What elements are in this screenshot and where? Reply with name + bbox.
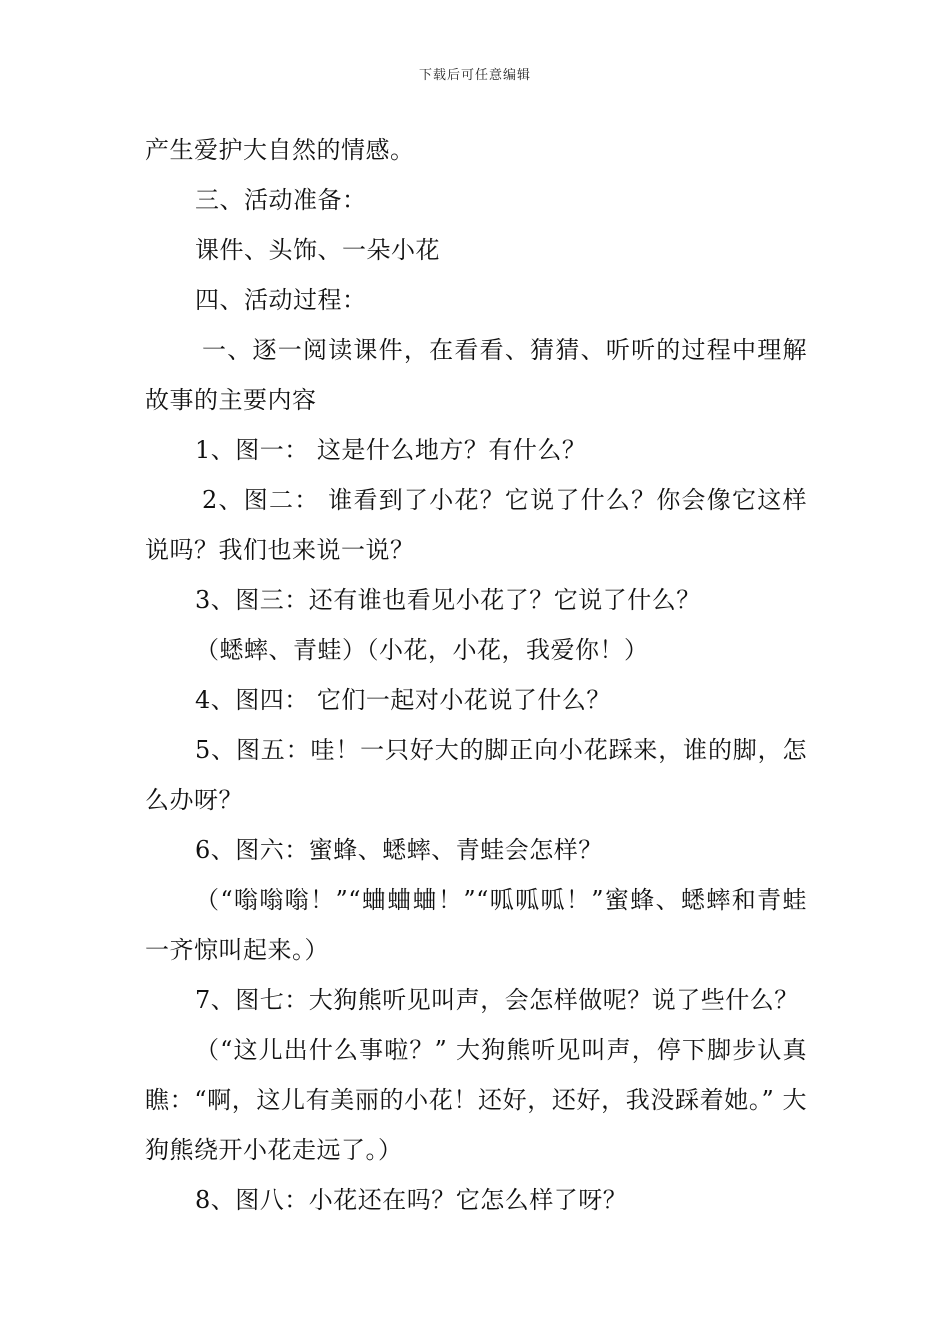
paragraph-figure-3-answer: （蟋蟀、青蛙）（小花，小花，我爱你！）	[195, 636, 649, 664]
paragraph-materials: 课件、头饰、一朵小花	[195, 236, 440, 264]
paragraph-figure-4: 4、图四： 它们一起对小花说了什么？	[195, 686, 611, 714]
paragraph-figure-7: 7、图七：大狗熊听见叫声，会怎样做呢？说了些什么？	[195, 986, 799, 1014]
paragraph-figure-1: 1、图一： 这是什么地方？有什么？	[195, 436, 587, 464]
heading-activity-preparation: 三、活动准备：	[195, 186, 367, 214]
paragraph-step-one: 一、逐一阅读课件，在看看、猜猜、听听的过程中理解故事的主要内容	[145, 336, 807, 414]
paragraph-figure-5: 5、图五：哇！一只好大的脚正向小花踩来，谁的脚，怎么办呀？	[145, 736, 807, 814]
paragraph-figure-6: 6、图六：蜜蜂、蟋蟀、青蛙会怎样？	[195, 836, 603, 864]
paragraph-figure-7-answer: （“这儿出什么事啦？” 大狗熊听见叫声，停下脚步认真瞧：“啊，这儿有美丽的小花！还好，还好，我没踩着她。” 大狗熊绕开小花走远了。）	[145, 1036, 807, 1164]
paragraph-figure-8: 8、图八：小花还在吗？它怎么样了呀？	[195, 1186, 628, 1214]
paragraph-figure-2: 2、图二： 谁看到了小花？它说了什么？你会像它这样说吗？我们也来说一说？	[145, 486, 807, 564]
page-header: 下载后可任意编辑	[418, 68, 531, 83]
heading-activity-process: 四、活动过程：	[195, 286, 367, 314]
paragraph-figure-6-answer: （“嗡嗡嗡！”“蛐蛐蛐！”“呱呱呱！”蜜蜂、蟋蟀和青蛙一齐惊叫起来。）	[145, 886, 807, 964]
paragraph-figure-3: 3、图三：还有谁也看见小花了？它说了什么？	[195, 586, 701, 614]
document-body	[145, 125, 807, 1225]
paragraph-intro-continuation: 产生爱护大自然的情感。	[145, 136, 415, 164]
